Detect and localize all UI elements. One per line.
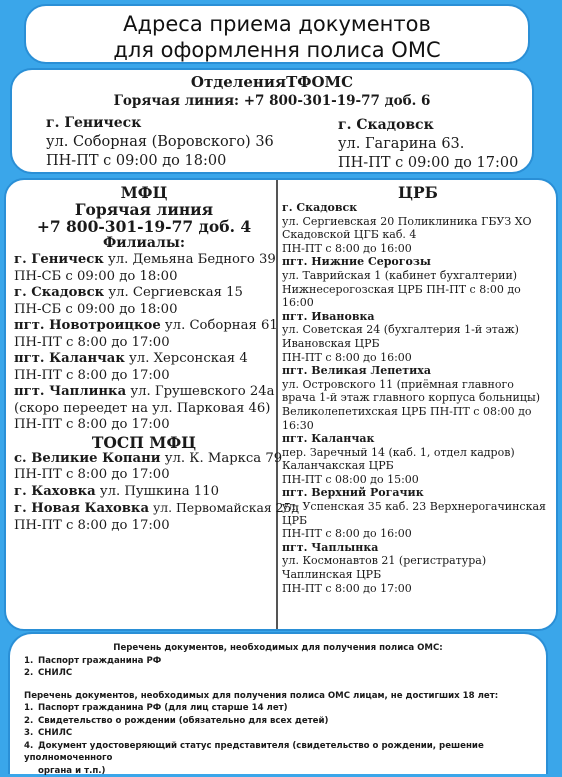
mfc-branch <box>14 384 274 434</box>
crb-line: ПН-ПТ с 8:00 до 16:00 <box>282 351 554 365</box>
tosp-branch <box>14 484 274 501</box>
crb-item <box>282 364 554 432</box>
crb-line: Нижнесерогозская ЦРБ ПН-ПТ с 8:00 до <box>282 283 554 297</box>
branch-hours: ПН-ПТ с 8:00 до 17:00 <box>14 467 274 484</box>
branch-city: пгт. Новотроицкое <box>14 318 161 333</box>
mfc-branches-label: Филиалы: <box>14 235 274 252</box>
branch-hours: ПН-СБ с 09:00 до 18:00 <box>14 302 274 319</box>
branch-address: ул. Пушкина 110 <box>96 484 219 499</box>
crb-line: ул. Островского 11 (приёмная главного <box>282 378 554 392</box>
branch-address: ул. К. Маркса 79 <box>161 451 283 466</box>
crb-heading: ЦРБ <box>282 184 554 201</box>
tfoms-left-hours: ПН-ПТ с 09:00 до 18:00 <box>46 152 274 171</box>
column-divider <box>276 180 278 629</box>
mfc-branch <box>14 252 274 285</box>
branch-city: пгт. Чаплинка <box>14 384 126 399</box>
tfoms-left-city: г. Геническ <box>46 114 274 133</box>
documents-heading: Перечень документов, необходимых для получения полиса ОМС: <box>24 642 532 655</box>
crb-line: ул. Космонавтов 21 (регистратура) <box>282 554 554 568</box>
branch-address: ул. Демьяна Бедного 39 <box>104 252 276 267</box>
crb-line: 16:30 <box>282 419 554 433</box>
mfc-column <box>14 184 274 534</box>
mfc-branch <box>14 318 274 351</box>
crb-line: Скадовской ЦГБ каб. 4 <box>282 228 554 242</box>
crb-line: Каланчакская ЦРБ <box>282 459 554 473</box>
crb-line: ЦРБ <box>282 514 554 528</box>
crb-line: Великолепетихская ЦРБ ПН-ПТ с 08:00 до <box>282 405 554 419</box>
offices-section <box>4 178 558 631</box>
branch-city: г. Новая Каховка <box>14 501 149 516</box>
tfoms-office-genichesk <box>46 114 274 171</box>
tfoms-right-hours: ПН-ПТ с 09:00 до 17:00 <box>338 154 518 173</box>
branch-note: (скоро переедет на ул. Парковая 46) <box>14 401 274 418</box>
branch-address: ул. Грушевского 24а <box>126 384 274 399</box>
tosp-heading: ТОСП МФЦ <box>14 434 274 451</box>
page-title-line-1: Адреса приема документов <box>26 11 528 37</box>
crb-item <box>282 310 554 364</box>
crb-city: пгт. Нижние Серогозы <box>282 255 554 269</box>
branch-hours: ПН-СБ с 09:00 до 18:00 <box>14 269 274 286</box>
mfc-hotline-label: Горячая линия <box>14 201 274 218</box>
branch-hours: ПН-ПТ с 8:00 до 17:00 <box>14 335 274 352</box>
crb-item <box>282 541 554 595</box>
branch-city: г. Геническ <box>14 252 104 267</box>
crb-city: пгт. Каланчак <box>282 432 554 446</box>
mfc-heading: МФЦ <box>14 184 274 201</box>
document-item: 2. СНИЛС <box>24 667 532 680</box>
tfoms-office-skadovsk <box>338 116 518 173</box>
document-item: 1. Паспорт гражданина РФ <box>24 655 532 668</box>
branch-address: ул. Сергиевская 15 <box>104 285 243 300</box>
crb-city: пгт. Великая Лепетиха <box>282 364 554 378</box>
document-item-continuation: органа и т.п.) <box>24 765 532 777</box>
title-banner <box>24 4 530 64</box>
tfoms-right-address: ул. Гагарина 63. <box>338 135 518 154</box>
crb-city: пгт. Чаплынка <box>282 541 554 555</box>
branch-address: ул. Соборная 61 <box>161 318 278 333</box>
crb-line: ул. Сергиевская 20 Поликлиника ГБУЗ ХО <box>282 215 554 229</box>
mfc-branch <box>14 285 274 318</box>
tosp-branch <box>14 451 274 484</box>
document-item: 1. Паспорт гражданина РФ (для лиц старше 14 лет) <box>24 702 532 715</box>
documents-minors-heading: Перечень документов, необходимых для получения полиса ОМС лицам, не достигших 18 лет: <box>24 690 532 703</box>
crb-line: 16:00 <box>282 296 554 310</box>
crb-column <box>282 184 554 595</box>
tfoms-right-city: г. Скадовск <box>338 116 518 135</box>
crb-line: ул. Успенская 35 каб. 23 Верхнерогачинская <box>282 500 554 514</box>
branch-city: пгт. Каланчак <box>14 351 125 366</box>
crb-city: г. Скадовск <box>282 201 554 215</box>
document-item: 3. СНИЛС <box>24 727 532 740</box>
tfoms-hotline: Горячая линия: +7 800-301-19-77 доб. 6 <box>12 93 532 109</box>
crb-line: ПН-ПТ с 8:00 до 17:00 <box>282 582 554 596</box>
crb-item <box>282 432 554 486</box>
crb-line: ПН-ПТ с 8:00 до 16:00 <box>282 242 554 256</box>
crb-line: ул. Таврийская 1 (кабинет бухгалтерии) <box>282 269 554 283</box>
tfoms-heading: ОтделенияТФОМС <box>12 73 532 91</box>
crb-item <box>282 255 554 309</box>
branch-city: с. Великие Копани <box>14 451 161 466</box>
tfoms-left-address: ул. Соборная (Воровского) 36 <box>46 133 274 152</box>
tfoms-section <box>10 68 534 174</box>
page-title-line-2: для оформлення полиса ОМС <box>26 37 528 63</box>
tosp-branch <box>14 500 274 534</box>
branch-hours: ПН-ПТ с 8:00 до 17:00 <box>14 417 274 434</box>
crb-line: Ивановская ЦРБ <box>282 337 554 351</box>
crb-item <box>282 486 554 540</box>
mfc-branch <box>14 351 274 384</box>
branch-hours: ПН-ПТ с 8:00 до 17:00 <box>14 368 274 385</box>
documents-section <box>8 632 548 774</box>
crb-line: ПН-ПТ с 8:00 до 16:00 <box>282 527 554 541</box>
branch-address: ул. Первомайская 25д <box>149 500 299 515</box>
crb-line: врача 1-й этаж главного корпуса больницы) <box>282 391 554 405</box>
crb-line: ПН-ПТ с 08:00 до 15:00 <box>282 473 554 487</box>
crb-line: пер. Заречный 14 (каб. 1, отдел кадров) <box>282 446 554 460</box>
crb-line: ул. Советская 24 (бухгалтерия 1-й этаж) <box>282 323 554 337</box>
crb-item <box>282 201 554 255</box>
crb-line: Чаплинская ЦРБ <box>282 568 554 582</box>
branch-hours: ПН-ПТ с 8:00 до 17:00 <box>14 518 274 535</box>
mfc-hotline: +7 800-301-19-77 доб. 4 <box>14 218 274 235</box>
document-item: 4. Документ удостоверяющий статус представителя (свидетельство о рождении, решение уполномоченного <box>24 740 532 765</box>
branch-city: г. Каховка <box>14 484 96 499</box>
crb-city: пгт. Ивановка <box>282 310 554 324</box>
branch-city: г. Скадовск <box>14 285 104 300</box>
branch-address: ул. Херсонская 4 <box>125 351 248 366</box>
crb-city: пгт. Верхний Рогачик <box>282 486 554 500</box>
document-item: 2. Свидетельство о рождении (обязательно для всех детей) <box>24 715 532 728</box>
